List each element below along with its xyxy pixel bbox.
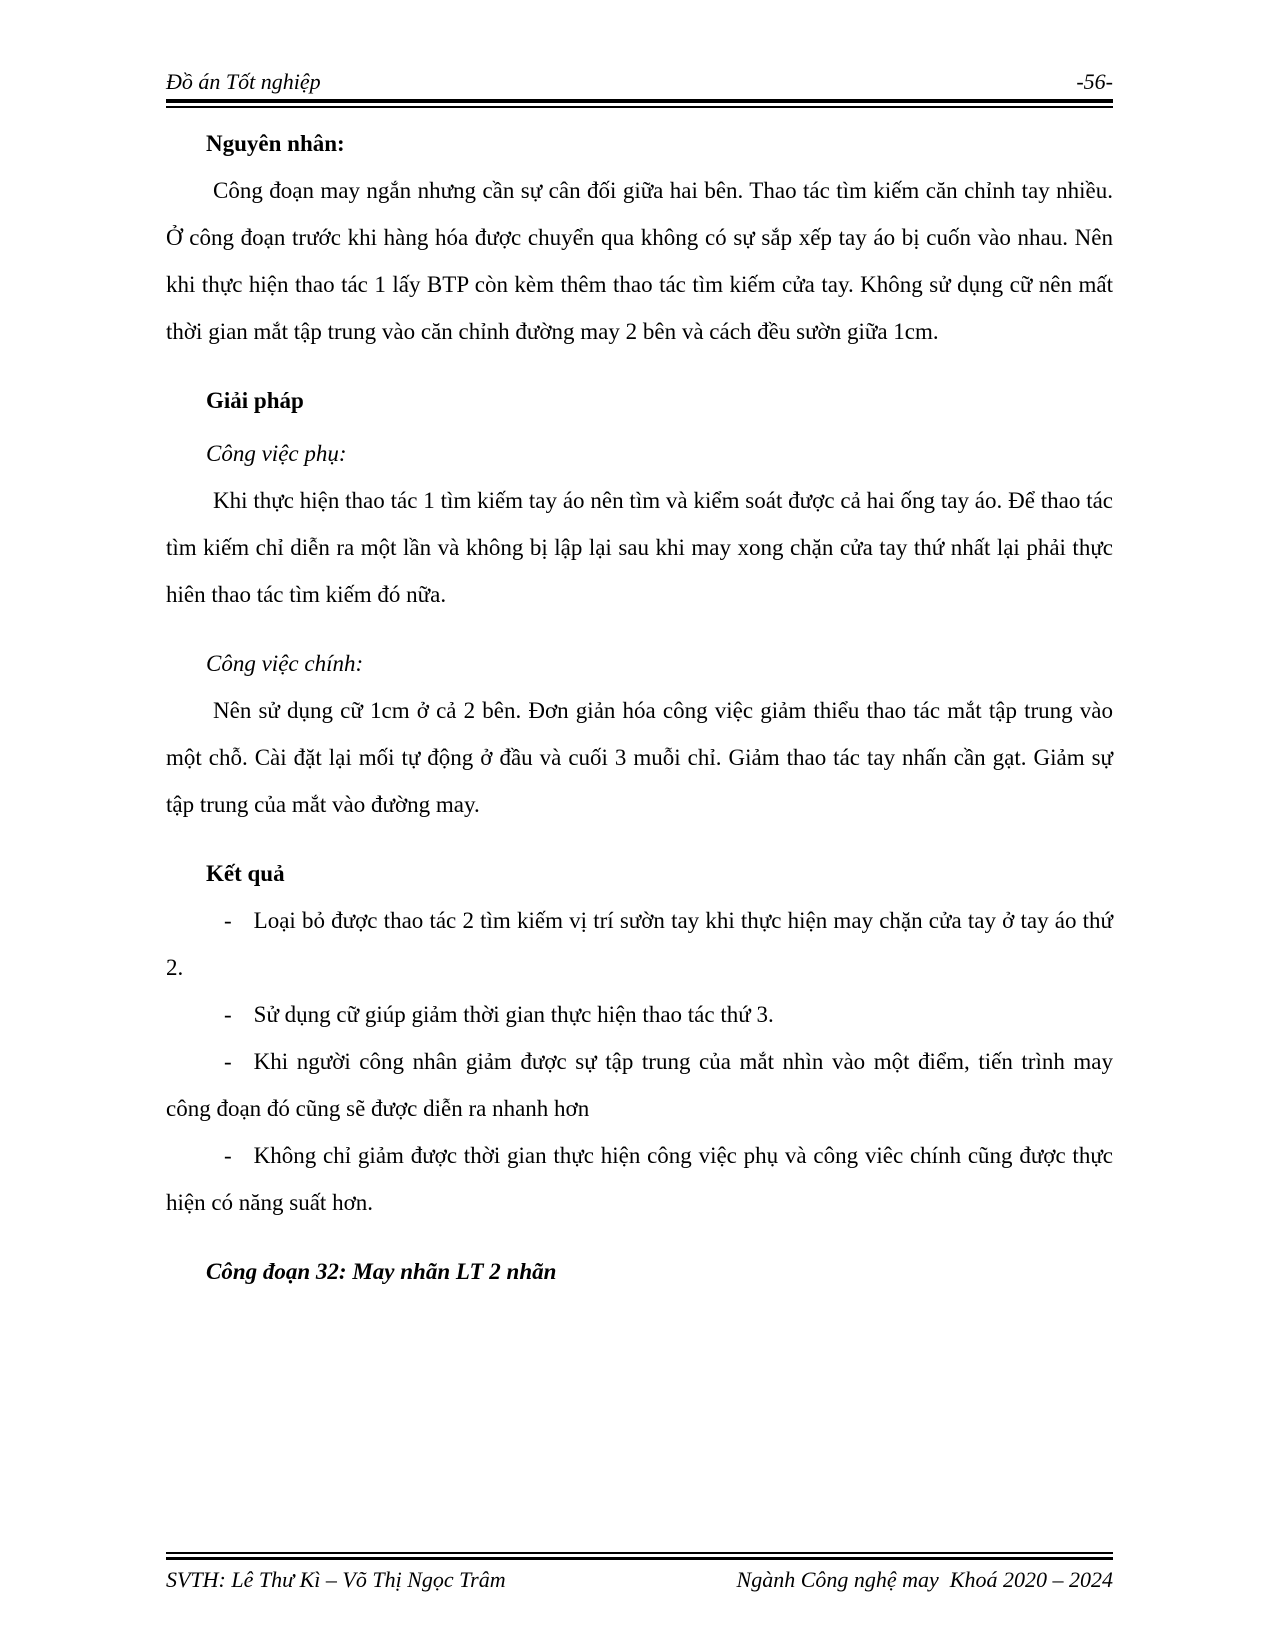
document-body — [166, 112, 1113, 1295]
subheading-cong-viec-phu: Công việc phụ: — [206, 441, 347, 466]
paragraph-main-work: Nên sử dụng cữ 1cm ở cả 2 bên. Đơn giản hóa công việc giảm thiểu thao tác mắt tập trung vào một chỗ. Cài đặt lại mối tự động ở đầu và cuối 3 muỗi chỉ. Giảm thao tác tay nhấn cần gạt. Giảm sự tập trung của mắt vào đường may. — [166, 698, 1113, 817]
footer-program: Ngành Công nghệ may Khoá 2020 – 2024 — [736, 1567, 1113, 1592]
page-footer — [166, 1552, 1113, 1595]
page-header — [166, 68, 1113, 108]
result-item-text: Không chỉ giảm được thời gian thực hiện công việc phụ và công viêc chính cũng được thực hiện có năng suất hơn. — [166, 1143, 1113, 1215]
header-page-number: -56- — [1076, 69, 1113, 94]
heading-giai-phap: Giải pháp — [206, 388, 304, 413]
header-rule-thick — [166, 99, 1113, 103]
bullet-marker: - — [224, 1049, 232, 1074]
heading-nguyen-nhan: Nguyên nhân: — [206, 131, 345, 156]
bullet-marker: - — [224, 1143, 232, 1168]
heading-cong-doan-32: Công đoạn 32: May nhãn LT 2 nhãn — [206, 1259, 557, 1284]
result-item — [166, 1038, 1113, 1132]
footer-rule-thin — [166, 1552, 1113, 1554]
footer-row — [166, 1565, 1113, 1595]
result-item — [166, 1132, 1113, 1226]
bullet-marker: - — [224, 1002, 232, 1027]
heading-ket-qua: Kết quả — [206, 861, 285, 886]
result-item-text: Sử dụng cữ giúp giảm thời gian thực hiện thao tác thứ 3. — [253, 1002, 774, 1027]
paragraph-secondary-work: Khi thực hiện thao tác 1 tìm kiếm tay áo nên tìm và kiểm soát được cả hai ống tay áo. Để thao tác tìm kiếm chỉ diễn ra một lần và không bị lập lại sau khi may xong chặn cửa tay thứ nhất lại phải thực hiên thao tác tìm kiếm đó nữa. — [166, 488, 1113, 607]
footer-authors: SVTH: Lê Thư Kì – Võ Thị Ngọc Trâm — [166, 1567, 506, 1592]
bullet-marker: - — [224, 908, 232, 933]
header-running-title: Đồ án Tốt nghiệp — [166, 69, 321, 94]
result-item — [166, 897, 1113, 991]
footer-rule-thick — [166, 1557, 1113, 1560]
paragraph-cause: Công đoạn may ngắn nhưng cần sự cân đối giữa hai bên. Thao tác tìm kiếm căn chỉnh tay nhiều. Ở công đoạn trước khi hàng hóa được chuyển qua không có sự sắp xếp tay áo bị cuốn vào nhau. Nên khi thực hiện thao tác 1 lấy BTP còn kèm thêm thao tác tìm kiếm cửa tay. Không sử dụng cữ nên mất thời gian mắt tập trung vào căn chỉnh đường may 2 bên và cách đều sườn giữa 1cm. — [166, 178, 1113, 344]
result-item-text: Loại bỏ được thao tác 2 tìm kiếm vị trí sườn tay khi thực hiện may chặn cửa tay ở tay áo thứ 2. — [166, 908, 1113, 980]
header-row — [166, 68, 1113, 96]
subheading-cong-viec-chinh: Công việc chính: — [206, 651, 364, 676]
result-item — [166, 991, 1113, 1038]
result-item-text: Khi người công nhân giảm được sự tập trung của mắt nhìn vào một điểm, tiến trình may công đoạn đó cũng sẽ được diễn ra nhanh hơn — [166, 1049, 1113, 1121]
header-rule-thin — [166, 106, 1113, 108]
